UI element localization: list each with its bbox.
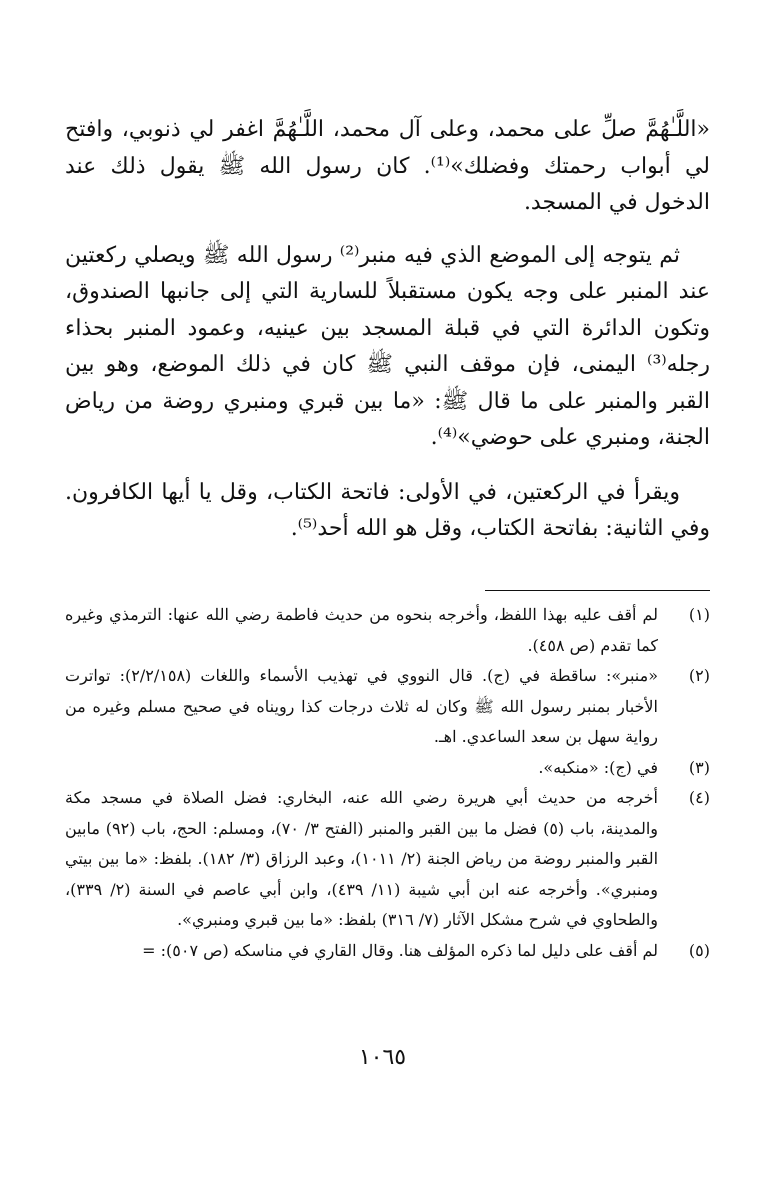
footnote-number: (٣) [688,757,710,777]
footnotes [65,600,710,966]
footnote-1 [65,600,710,661]
main-text [65,112,710,548]
body-paragraph-2: ثم يتوجه إلى الموضع الذي فيه منبر⁽²⁾ رسول الله ﷺ ويصلي ركعتين عند المنبر على وجه يكون مستقبلاً للسارية التي إلى جانبها الصندوق، وتكون الدائرة التي في قبلة المسجد بين عينيه، وعمود المنبر بحذاء رجله⁽³⁾ اليمنى، فإن موقف النبي ﷺ كان في ذلك الموضع، وهو بين القبر والمنبر على ما قال ﷺ: «ما بين قبري ومنبري روضة من رياض الجنة، ومنبري على حوضي»⁽⁴⁾. [65,242,710,450]
footnote-number: (٢) [688,666,710,685]
footnote-text: «منبر»: ساقطة في (ج). قال النووي في تهذيب الأسماء واللغات (٢/٢/١٥٨): تواترت الأخبار بمنبر رسول الله ﷺ وكان له ثلاث درجات كذا رويناه في صحيح مسلم وغيره من رواية سهل بن سعد الساعدي. اهـ. [65,666,658,746]
footnote-separator [485,590,710,591]
body-paragraph-1: «اللَّـٰهُمَّ صلِّ على محمد، وعلى آل محمد، اللَّـٰهُمَّ اغفر لي ذنوبي، وافتح لي أبواب رحمتك وفضلك»⁽¹⁾. كان رسول الله ﷺ يقول ذلك عند الدخول في المسجد. [65,117,710,215]
footnote-2 [65,661,710,753]
footnote-text: لم أقف عليه بهذا اللفظ، وأخرجه بنحوه من حديث فاطمة رضي الله عنها: الترمذي وغيره كما تقدم (ص ٤٥٨). [65,605,658,655]
footnote-text: لم أقف على دليل لما ذكره المؤلف هنا. وقال القاري في مناسكه (ص ٥٠٧): = [142,940,658,960]
footnote-4 [65,783,710,936]
footnote-text: في (ج): «منكبه». [538,757,658,777]
footnote-number: (٤) [688,788,710,807]
footnote-text: أخرجه من حديث أبي هريرة رضي الله عنه، البخاري: فضل الصلاة في مسجد مكة والمدينة، باب (٥) فضل ما بين القبر والمنبر (الفتح ٣/ ٧٠)، ومسلم: الحج، باب (٩٢) مابين القبر والمنبر روضة من رياض الجنة (٢/ ١٠١١)، وعبد الرزاق (٣/ ١٨٢). بلفظ: «ما بين بيتي ومنبري». وأخرجه عنه ابن أبي شيبة (١١/ ٤٣٩)، وابن أبي عاصم في السنة (٢/ ٣٣٩)، والطحاوي في شرح مشكل الآثار (٧/ ٣١٦) بلفظ: «ما بين قبري ومنبري». [65,788,659,929]
footnote-5 [65,936,710,967]
footnote-number: (٥) [688,940,710,960]
body-paragraph-3: ويقرأ في الركعتين، في الأولى: فاتحة الكتاب، وقل يا أيها الكافرون. وفي الثانية: بفاتحة الكتاب، وقل هو الله أحد⁽⁵⁾. [65,479,710,541]
page-number: ١٠٦٥ [358,1045,407,1070]
footnote-number: (١) [688,605,710,624]
footnote-3 [65,753,710,784]
